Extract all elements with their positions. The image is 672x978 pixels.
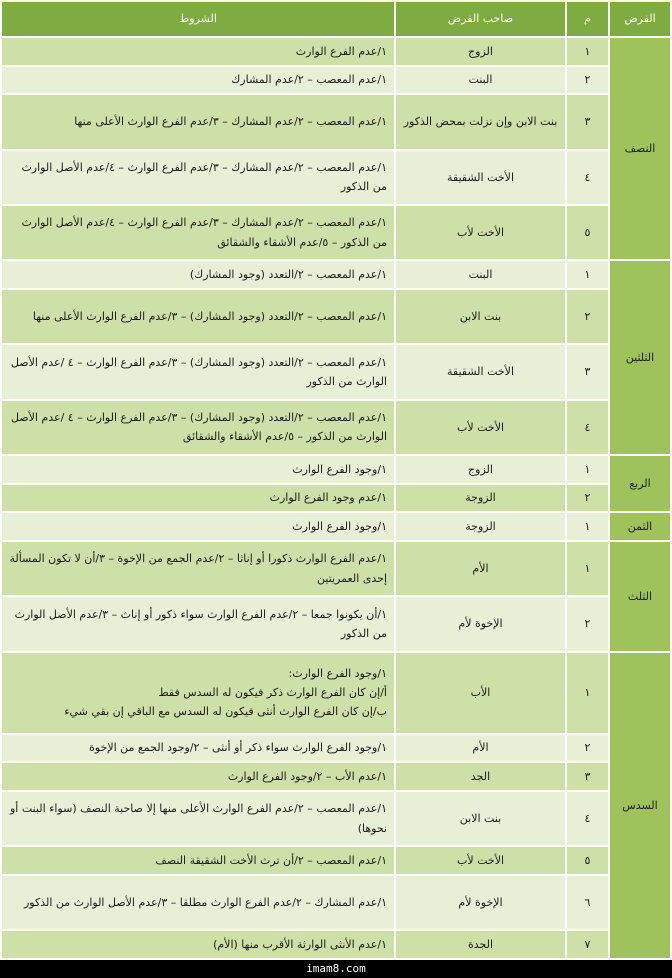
table-row	[2, 931, 670, 958]
heir-cell: بنت الابن	[396, 290, 565, 343]
heir-cell: البنت	[396, 261, 565, 288]
conditions-cell: ١/عدم الأنثى الوارثة الأقرب منها (الأم)	[2, 931, 394, 958]
condition-line: ب/إن كان الفرع الوارث أنثى فيكون له السدس مع الباقي إن بقي شيء	[64, 705, 387, 719]
fard-category-cell: الربع	[610, 456, 670, 511]
heir-cell: الجد	[396, 763, 565, 790]
table-row	[2, 597, 670, 650]
table-row	[2, 653, 670, 733]
heir-cell: الزوج	[396, 38, 565, 65]
conditions-cell	[2, 653, 394, 733]
heir-cell: الأخت لأب	[396, 847, 565, 874]
conditions-cell: ١/وجود الفرع الوارث	[2, 456, 394, 483]
row-number-cell: ٢	[567, 735, 608, 762]
heir-cell: الزوجة	[396, 513, 565, 540]
conditions-cell: ١/عدم الفرع الوارث ذكورا أو إناثا – ٢/عدم الجمع من الإخوة – ٣/أن لا تكون المسألة إحدى العمريتين	[2, 542, 394, 595]
conditions-cell: ١/عدم المعصب – ٢/التعدد (وجود المشارك) – ٣/عدم الفرع الوارث – ٤ /عدم الأصل الوارث من الذكور	[2, 345, 394, 398]
row-number-cell: ٤	[567, 401, 608, 454]
conditions-cell: ١/عدم المعصب – ٢/عدم المشارك – ٣/عدم الفرع الوارث – ٤/عدم الأصل الوارث من الذكور – ٥/عدم الأشقاء والشقائق	[2, 206, 394, 259]
row-number-cell: ٤	[567, 792, 608, 845]
conditions-cell: ١/أن يكونوا جمعا – ٢/عدم الفرع الوارث سواء ذكور أو إناث – ٣/عدم الأصل الوارث من الذكور	[2, 597, 394, 650]
fard-category-cell: الثلثين	[610, 261, 670, 454]
conditions-cell: ١/عدم المعصب – ٢/التعدد (وجود المشارك) – ٣/عدم الفرع الوارث الأعلى منها	[2, 290, 394, 343]
row-number-cell: ١	[567, 653, 608, 733]
header-fard: الفرض	[610, 2, 670, 36]
conditions-cell: ١/عدم المعصب – ٢/التعدد (وجود المشارك)	[2, 261, 394, 288]
row-number-cell: ٢	[567, 597, 608, 650]
conditions-cell: ١/وجود الفرع الوارث سواء ذكر أو أنثى – ٢/وجود الجمع من الإخوة	[2, 735, 394, 762]
heir-cell: الأم	[396, 542, 565, 595]
row-number-cell: ٦	[567, 876, 608, 929]
table-row	[2, 847, 670, 874]
heir-cell: بنت الابن	[396, 792, 565, 845]
heir-cell: الزوجة	[396, 485, 565, 512]
fard-category-cell: الثمن	[610, 513, 670, 540]
heir-cell: بنت الابن وإن نزلت بمحض الذكور	[396, 95, 565, 148]
fard-category-cell: النصف	[610, 38, 670, 259]
table-row	[2, 876, 670, 929]
table-row	[2, 206, 670, 259]
table-row	[2, 38, 670, 65]
condition-line: ١/وجود الفرع الوارث:	[288, 666, 387, 680]
table-row	[2, 261, 670, 288]
row-number-cell: ١	[567, 38, 608, 65]
heir-cell: الأب	[396, 653, 565, 733]
table-row	[2, 542, 670, 595]
conditions-cell: ١/عدم المعصب – ٢/التعدد (وجود المشارك) – ٣/عدم الفرع الوارث – ٤ /عدم الأصل الوارث من الذكور – ٥/عدم الأشقاء والشقائق	[2, 401, 394, 454]
conditions-cell: ١/عدم الأب – ٢/وجود الفرع الوارث	[2, 763, 394, 790]
row-number-cell: ١	[567, 261, 608, 288]
table-body	[2, 38, 670, 958]
condition-line: أ/إن كان الفرع الوارث ذكر فيكون له السدس فقط	[158, 685, 387, 699]
table-row	[2, 513, 670, 540]
heir-cell: الأخت لأب	[396, 401, 565, 454]
row-number-cell: ٤	[567, 151, 608, 204]
header-row	[2, 2, 670, 36]
heir-cell: الجدة	[396, 931, 565, 958]
row-number-cell: ٣	[567, 345, 608, 398]
row-number-cell: ١	[567, 542, 608, 595]
table-row	[2, 151, 670, 204]
row-number-cell: ٢	[567, 485, 608, 512]
row-number-cell: ١	[567, 513, 608, 540]
header-owner: صاحب الفرض	[396, 2, 565, 36]
conditions-cell: ١/عدم وجود الفرع الوارث	[2, 485, 394, 512]
table-row	[2, 95, 670, 148]
heir-cell: الأخت الشقيقة	[396, 151, 565, 204]
row-number-cell: ٣	[567, 95, 608, 148]
conditions-cell: ١/عدم المعصب – ٢/عدم الفرع الوارث الأعلى منها إلا صاحبة النصف (سواء البنت أو نحوها)	[2, 792, 394, 845]
fard-category-cell: السدس	[610, 653, 670, 958]
row-number-cell: ٣	[567, 763, 608, 790]
table-row	[2, 345, 670, 398]
table-row	[2, 792, 670, 845]
table-row	[2, 485, 670, 512]
heir-cell: الأخت لأب	[396, 206, 565, 259]
table-row	[2, 401, 670, 454]
table-row	[2, 456, 670, 483]
heir-cell: الزوج	[396, 456, 565, 483]
header-conditions: الشروط	[2, 2, 394, 36]
table-row	[2, 67, 670, 94]
row-number-cell: ٥	[567, 206, 608, 259]
row-number-cell: ١	[567, 456, 608, 483]
conditions-cell: ١/عدم المعصب – ٢/عدم المشارك – ٣/عدم الفرع الوارث الأعلى منها	[2, 95, 394, 148]
conditions-cell: ١/عدم الفرع الوارث	[2, 38, 394, 65]
row-number-cell: ٧	[567, 931, 608, 958]
heir-cell: الأم	[396, 735, 565, 762]
table-row	[2, 735, 670, 762]
table-header	[2, 2, 670, 36]
table-row	[2, 763, 670, 790]
heir-cell: الأخت الشقيقة	[396, 345, 565, 398]
conditions-cell: ١/عدم المعصب – ٢/أن ترث الأخت الشقيقة النصف	[2, 847, 394, 874]
row-number-cell: ٥	[567, 847, 608, 874]
heir-cell: الإخوة لأم	[396, 876, 565, 929]
conditions-cell: ١/وجود الفرع الوارث	[2, 513, 394, 540]
site-footer: imam8.com	[0, 960, 672, 978]
table-row	[2, 290, 670, 343]
fard-category-cell: الثلث	[610, 542, 670, 651]
row-number-cell: ٢	[567, 67, 608, 94]
row-number-cell: ٢	[567, 290, 608, 343]
header-num: م	[567, 2, 608, 36]
heir-cell: الإخوة لأم	[396, 597, 565, 650]
conditions-cell: ١/عدم المشارك – ٢/عدم الفرع الوارث مطلقا – ٣/عدم الأصل الوارث من الذكور	[2, 876, 394, 929]
conditions-cell: ١/عدم المعصب – ٢/عدم المشارك – ٣/عدم الفرع الوارث – ٤/عدم الأصل الوارث من الذكور	[2, 151, 394, 204]
heir-cell: البنت	[396, 67, 565, 94]
conditions-cell: ١/عدم المعصب – ٢/عدم المشارك	[2, 67, 394, 94]
